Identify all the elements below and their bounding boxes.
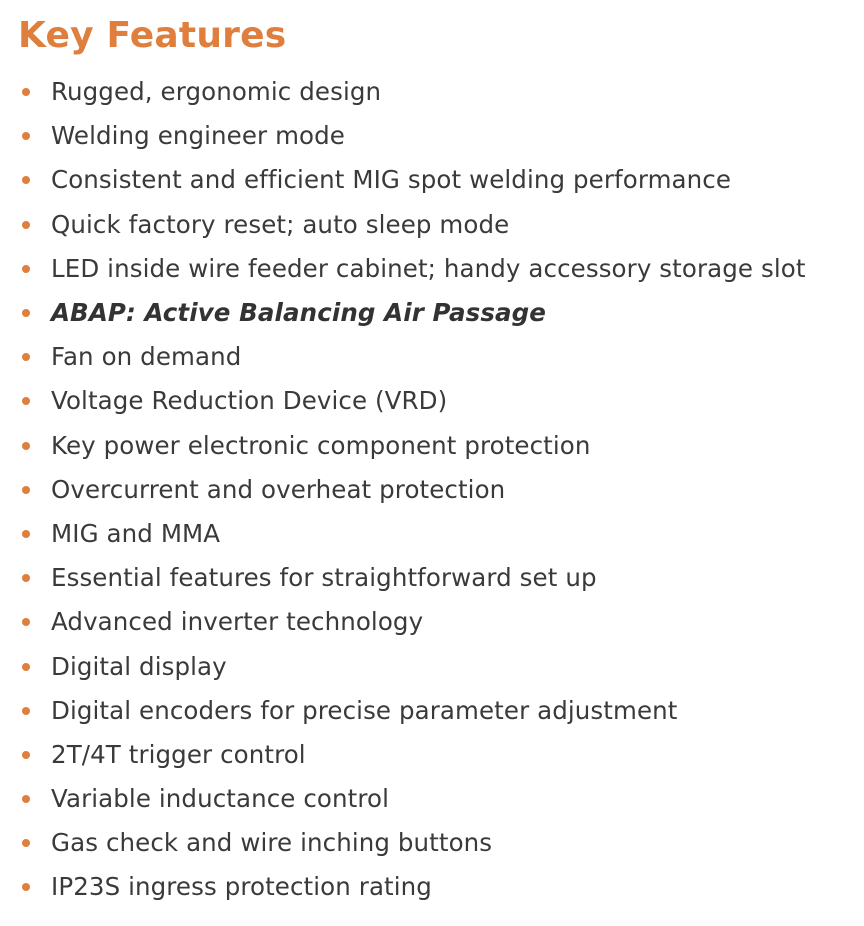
list-item bbox=[0, 865, 864, 909]
bullet-icon bbox=[22, 265, 30, 273]
feature-text: Gas check and wire inching buttons bbox=[51, 828, 493, 858]
feature-text: MIG and MMA bbox=[51, 518, 221, 548]
feature-text: Rugged, ergonomic design bbox=[51, 77, 382, 107]
list-item bbox=[0, 777, 864, 821]
bullet-icon bbox=[22, 353, 30, 361]
list-item bbox=[0, 291, 864, 335]
list-item bbox=[0, 247, 864, 291]
bullet-icon bbox=[22, 883, 30, 891]
feature-text: Consistent and efficient MIG spot welding performance bbox=[51, 165, 732, 195]
feature-text: Key power electronic component protection bbox=[51, 430, 591, 460]
bullet-icon bbox=[22, 486, 30, 494]
feature-text: Overcurrent and overheat protection bbox=[51, 474, 506, 504]
list-item bbox=[0, 335, 864, 379]
feature-list bbox=[0, 70, 864, 910]
list-item bbox=[0, 733, 864, 777]
list-item bbox=[0, 424, 864, 468]
bullet-icon bbox=[22, 751, 30, 759]
bullet-icon bbox=[22, 663, 30, 671]
bullet-icon bbox=[22, 221, 30, 229]
feature-text: Quick factory reset; auto sleep mode bbox=[51, 209, 510, 239]
list-item bbox=[0, 379, 864, 423]
bullet-icon bbox=[22, 795, 30, 803]
feature-text: Variable inductance control bbox=[51, 784, 389, 814]
bullet-icon bbox=[22, 176, 30, 184]
list-item bbox=[0, 689, 864, 733]
list-item bbox=[0, 821, 864, 865]
list-item bbox=[0, 600, 864, 644]
list-item bbox=[0, 468, 864, 512]
feature-text: IP23S ingress protection rating bbox=[51, 872, 432, 902]
bullet-icon bbox=[22, 132, 30, 140]
list-item bbox=[0, 70, 864, 114]
feature-text: LED inside wire feeder cabinet; handy accessory storage slot bbox=[51, 253, 806, 283]
bullet-icon bbox=[22, 88, 30, 96]
feature-text: Essential features for straightforward set up bbox=[51, 563, 597, 593]
bullet-icon bbox=[22, 707, 30, 715]
feature-text: Digital encoders for precise parameter adjustment bbox=[51, 695, 678, 725]
bullet-icon bbox=[22, 574, 30, 582]
list-item bbox=[0, 556, 864, 600]
feature-text: Fan on demand bbox=[51, 342, 242, 372]
feature-text: Voltage Reduction Device (VRD) bbox=[51, 386, 448, 416]
list-item bbox=[0, 114, 864, 158]
bullet-icon bbox=[22, 442, 30, 450]
list-item bbox=[0, 644, 864, 688]
bullet-icon bbox=[22, 839, 30, 847]
bullet-icon bbox=[22, 309, 30, 317]
bullet-icon bbox=[22, 530, 30, 538]
list-item bbox=[0, 512, 864, 556]
feature-text: 2T/4T trigger control bbox=[51, 739, 306, 769]
bullet-icon bbox=[22, 618, 30, 626]
list-item bbox=[0, 158, 864, 202]
feature-text: ABAP: Active Balancing Air Passage bbox=[51, 298, 546, 328]
list-item bbox=[0, 203, 864, 247]
feature-text: Welding engineer mode bbox=[51, 121, 345, 151]
bullet-icon bbox=[22, 397, 30, 405]
feature-text: Digital display bbox=[51, 651, 227, 681]
page-title: Key Features bbox=[18, 15, 287, 56]
feature-text: Advanced inverter technology bbox=[51, 607, 424, 637]
